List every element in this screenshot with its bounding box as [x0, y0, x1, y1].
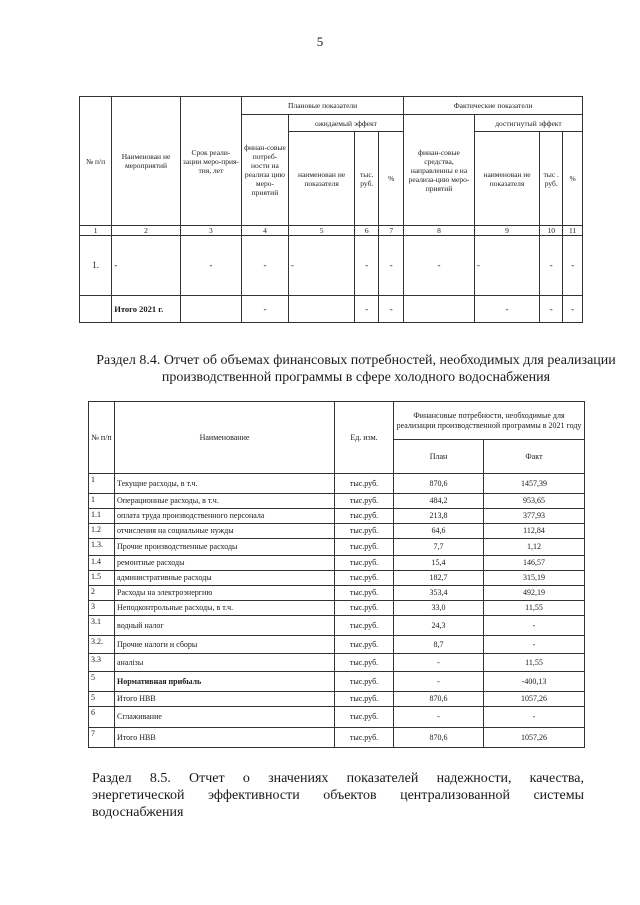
cell [288, 296, 355, 323]
row-plan: - [394, 654, 484, 672]
measures-table [79, 96, 583, 323]
table-row [89, 556, 585, 571]
header-term: Срок реали-зации меро-прия-тия, лет [180, 97, 241, 226]
table-row [89, 474, 585, 494]
row-name: водный налог [115, 616, 335, 636]
row-fact: - [484, 636, 585, 654]
row-name: Прочие налоги и сборы [115, 636, 335, 654]
cell: - [563, 296, 583, 323]
row-unit: тыс.руб. [335, 494, 394, 509]
total-label: Итого 2021 г. [112, 296, 181, 323]
row-name: отчисления на социальные нужды [115, 524, 335, 539]
total-row [80, 296, 583, 323]
row-fact: 315,19 [484, 571, 585, 586]
row-unit: тыс.руб. [335, 672, 394, 692]
cell: 1. [80, 236, 112, 296]
row-name: Сглаживание [115, 707, 335, 728]
table-row [89, 616, 585, 636]
col-number: 7 [379, 226, 404, 236]
table-row [89, 707, 585, 728]
row-unit: тыс.руб. [335, 556, 394, 571]
header-name: Наименован ие мероприятий [112, 97, 181, 226]
row-number: 7 [89, 728, 115, 748]
table-row [89, 524, 585, 539]
cell: - [474, 296, 539, 323]
page-number: 5 [316, 34, 324, 49]
row-plan: - [394, 707, 484, 728]
cell: - [379, 296, 404, 323]
col-number: 3 [180, 226, 241, 236]
row-number: 3.2. [89, 636, 115, 654]
row-fact: 1057,26 [484, 692, 585, 707]
row-number: 1.2 [89, 524, 115, 539]
col-number: 6 [355, 226, 379, 236]
column-numbers-row [80, 226, 583, 236]
header-fin-needs: Финансовые потребности, необходимые для реализации производственной программы в 2021 году [394, 402, 585, 440]
cell: - [355, 236, 379, 296]
row-name: Нормативная прибыль [115, 672, 335, 692]
row-name: Итого НВВ [115, 692, 335, 707]
row-unit: тыс.руб. [335, 474, 394, 494]
cell: - [379, 236, 404, 296]
row-plan: 870,6 [394, 474, 484, 494]
row-number: 3.1 [89, 616, 115, 636]
header-num: № п/п [89, 402, 115, 474]
row-plan: 870,6 [394, 728, 484, 748]
cell: - [355, 296, 379, 323]
row-unit: тыс.руб. [335, 509, 394, 524]
row-number: 1.3. [89, 539, 115, 556]
row-plan: 64,6 [394, 524, 484, 539]
col-number: 11 [563, 226, 583, 236]
row-number: 3.3 [89, 654, 115, 672]
cell: - [540, 236, 563, 296]
row-name: Неподконтрольные расходы, в т.ч. [115, 601, 335, 616]
row-unit: тыс.руб. [335, 728, 394, 748]
section-8-5-line: Раздел 8.5. Отчет о значениях показателей надежности, качества, [92, 771, 584, 786]
cell: - [180, 236, 241, 296]
row-number: 1.1 [89, 509, 115, 524]
table-row [89, 728, 585, 748]
row-plan: 353,4 [394, 586, 484, 601]
header-fact-pct: % [563, 132, 583, 226]
header-expected-effect: ожидаемый эффект [288, 115, 403, 132]
header-name: Наименование [115, 402, 335, 474]
header-plan-pct: % [379, 132, 404, 226]
row-unit: тыс.руб. [335, 601, 394, 616]
table-row [89, 601, 585, 616]
row-fact: 11,55 [484, 654, 585, 672]
header-plan-indicator: наименован ие показателя [288, 132, 355, 226]
header-achieved-effect: достигнутый эффект [474, 115, 582, 132]
cell: - [563, 236, 583, 296]
row-number: 1 [89, 474, 115, 494]
header-unit: Ед. изм. [335, 402, 394, 474]
col-number: 4 [242, 226, 289, 236]
table-row [89, 509, 585, 524]
row-plan: - [394, 672, 484, 692]
row-number: 1 [89, 494, 115, 509]
cell [80, 296, 112, 323]
row-number: 3 [89, 601, 115, 616]
row-fact: 146,57 [484, 556, 585, 571]
cell: - [242, 296, 289, 323]
row-fact: 492,19 [484, 586, 585, 601]
row-name: ремонтные расходы [115, 556, 335, 571]
row-number: 6 [89, 707, 115, 728]
table-row [89, 636, 585, 654]
cell: - [474, 236, 539, 296]
cell: - [242, 236, 289, 296]
row-name: административные расходы [115, 571, 335, 586]
row-unit: тыс.руб. [335, 636, 394, 654]
row-name: Текущие расходы, в т.ч. [115, 474, 335, 494]
table-row [89, 692, 585, 707]
header-fact-indicator: наименован ие показателя [474, 132, 539, 226]
row-name: Расходы на электроэнергию [115, 586, 335, 601]
table-row [80, 236, 583, 296]
col-number: 5 [288, 226, 355, 236]
row-plan: 182,7 [394, 571, 484, 586]
row-fact: 953,65 [484, 494, 585, 509]
row-name: Операционные расходы, в т.ч. [115, 494, 335, 509]
cell [180, 296, 241, 323]
section-8-5-line: водоснабжения [92, 805, 184, 820]
row-number: 2 [89, 586, 115, 601]
header-actual: Фактические показатели [404, 97, 583, 115]
row-unit: тыс.руб. [335, 692, 394, 707]
row-fact: 1,12 [484, 539, 585, 556]
col-number: 1 [80, 226, 112, 236]
table-row [89, 571, 585, 586]
row-number: 1.4 [89, 556, 115, 571]
row-name: Прочие производственные расходы [115, 539, 335, 556]
section-8-4-heading: Раздел 8.4. Отчет об объемах финансовых потребностей, необходимых для реализации производственной программы в сфере холодного водоснабжения [96, 353, 616, 385]
row-unit: тыс.руб. [335, 571, 394, 586]
row-fact: 377,93 [484, 509, 585, 524]
section-8-5-heading [92, 770, 584, 821]
row-plan: 24,3 [394, 616, 484, 636]
row-fact: - [484, 616, 585, 636]
row-fact: 11,55 [484, 601, 585, 616]
row-plan: 870,6 [394, 692, 484, 707]
cell: - [540, 296, 563, 323]
row-plan: 15,4 [394, 556, 484, 571]
section-8-5-line: энергетической эффективности объектов централизованной системы [92, 788, 584, 803]
row-plan: 8,7 [394, 636, 484, 654]
row-number: 1.5 [89, 571, 115, 586]
table-row [89, 654, 585, 672]
cell: - [404, 236, 475, 296]
table-row [89, 672, 585, 692]
row-fact: 1057,26 [484, 728, 585, 748]
row-unit: тыс.руб. [335, 616, 394, 636]
row-unit: тыс.руб. [335, 707, 394, 728]
header-fact: Факт [484, 440, 585, 474]
table-row [89, 494, 585, 509]
table-row [89, 586, 585, 601]
cell: - [112, 236, 181, 296]
row-fact: 112,84 [484, 524, 585, 539]
row-number: 5 [89, 672, 115, 692]
col-number: 10 [540, 226, 563, 236]
row-name: Итого НВВ [115, 728, 335, 748]
row-fact: - [484, 707, 585, 728]
row-unit: тыс.руб. [335, 539, 394, 556]
row-plan: 213,8 [394, 509, 484, 524]
col-number: 9 [474, 226, 539, 236]
row-unit: тыс.руб. [335, 586, 394, 601]
row-name: оплата труда производственного персонала [115, 509, 335, 524]
row-plan: 33,0 [394, 601, 484, 616]
row-unit: тыс.руб. [335, 524, 394, 539]
col-number: 8 [404, 226, 475, 236]
financial-needs-table [88, 401, 585, 748]
header-planned: Плановые показатели [242, 97, 404, 115]
row-unit: тыс.руб. [335, 654, 394, 672]
header-fact-rub: тыс . руб. [540, 132, 563, 226]
header-num: № п/п [80, 97, 112, 226]
row-name: аналізы [115, 654, 335, 672]
table-row [89, 539, 585, 556]
header-plan-fin: финан-совые потреб-ности на реализа цию меро-приятий [242, 115, 289, 226]
header-plan-rub: тыс. руб. [355, 132, 379, 226]
row-number: 5 [89, 692, 115, 707]
row-fact: 1457,39 [484, 474, 585, 494]
cell: - [288, 236, 355, 296]
row-plan: 484,2 [394, 494, 484, 509]
header-plan: План [394, 440, 484, 474]
header-fact-fin: финан-совые средства, направленны е на реализа-цию меро-приятий [404, 115, 475, 226]
cell [404, 296, 475, 323]
row-plan: 7,7 [394, 539, 484, 556]
col-number: 2 [112, 226, 181, 236]
row-fact: -400,13 [484, 672, 585, 692]
